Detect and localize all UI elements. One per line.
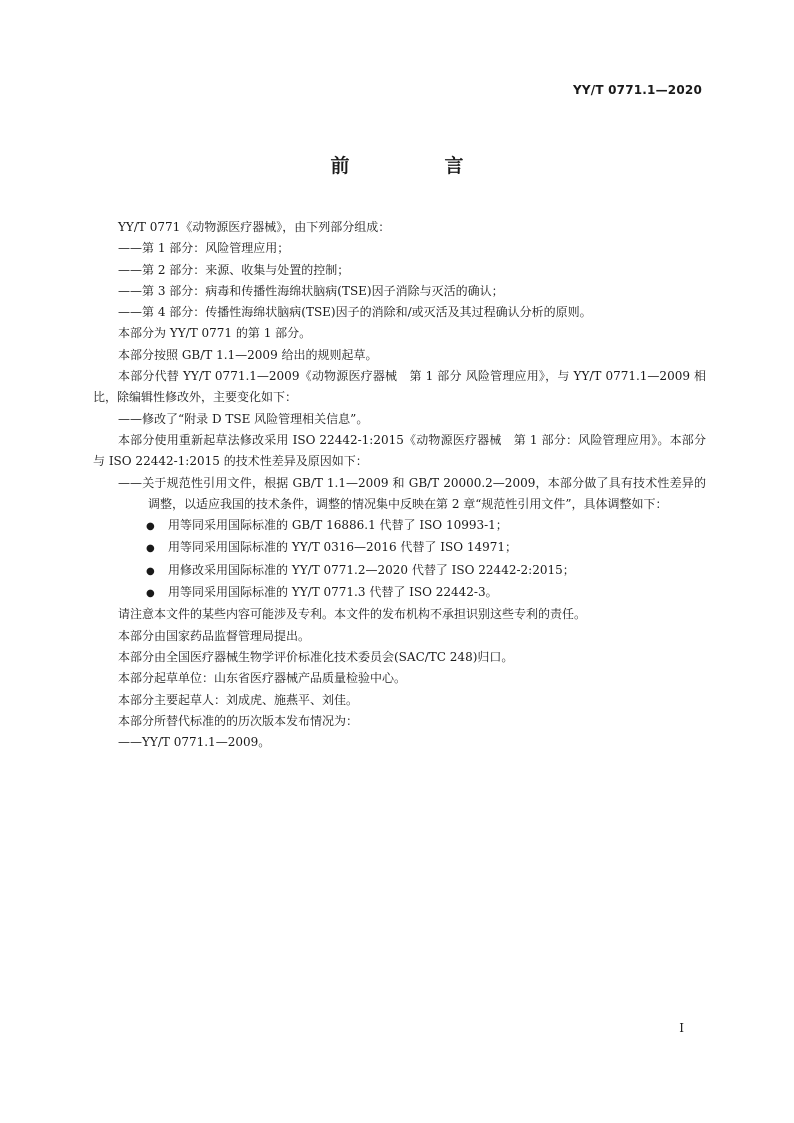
bullet-text: 用修改采用国际标准的 YY/T 0771.2—2020 代替了 ISO 22442-2:2015； — [168, 562, 575, 577]
bullet-icon: ● — [146, 521, 155, 533]
bullet-icon: ● — [146, 565, 155, 577]
bullet-text: 用等同采用国际标准的 YY/T 0771.3 代替了 ISO 22442-3。 — [168, 585, 498, 600]
paragraph-drafters: 本部分主要起草人：刘成虎、施燕平、刘佳。 — [118, 692, 359, 707]
paragraph-parts-intro: YY/T 0771《动物源医疗器械》，由下列部分组成： — [118, 220, 391, 234]
bullet-text: 用等同采用国际标准的 YY/T 0316—2016 代替了 ISO 14971； — [168, 540, 518, 555]
paragraph-centralized-by: 本部分由全国医疗器械生物学评价标准化技术委员会(SAC/TC 248)归口。 — [118, 649, 514, 664]
list-item-part-2: ——第 2 部分：来源、收集与处置的控制； — [118, 262, 350, 277]
paragraph-adoption: 本部分使用重新起草法修改采用 ISO 22442-1:2015《动物源医疗器械 第 1 部分：风险管理应用》。本部分与 ISO 22442-1:2015 的技术性差异及原因如下： — [93, 432, 706, 469]
list-item-part-4: ——第 4 部分：传播性海绵状脑病(TSE)因子的消除和/或灭活及其过程确认分析的原则。 — [118, 305, 592, 320]
list-item-history: ——YY/T 0771.1—2009。 — [118, 735, 271, 750]
list-item — [118, 515, 706, 537]
page-title: 前 言 — [330, 155, 502, 177]
bullet-text: 用等同采用国际标准的 GB/T 16886.1 代替了 ISO 10993-1； — [168, 518, 508, 533]
paragraph-patent-notice: 请注意本文件的某些内容可能涉及专利。本文件的发布机构不承担识别这些专利的责任。 — [118, 607, 587, 622]
paragraph-history-intro: 本部分所替代标准的的历次版本发布情况为： — [118, 713, 359, 728]
bullet-icon: ● — [146, 588, 155, 600]
list-item-part-3: ——第 3 部分：病毒和传播性海绵状脑病(TSE)因子消除与灭活的确认； — [118, 283, 504, 298]
list-item-change: ——修改了“附录 D TSE 风险管理相关信息”。 — [118, 411, 369, 426]
paragraph-part-statement: 本部分为 YY/T 0771 的第 1 部分。 — [118, 326, 312, 341]
standard-number: YY/T 0771.1—2020 — [572, 83, 702, 97]
page-number: I — [679, 1021, 684, 1035]
bullet-icon: ● — [146, 543, 155, 555]
list-item — [118, 537, 706, 559]
bullet-list — [118, 515, 706, 604]
list-item — [118, 582, 706, 604]
list-item-normative-references: ——关于规范性引用文件，根据 GB/T 1.1—2009 和 GB/T 20000.2—2009，本部分做了具有技术性差异的调整，以适应我国的技术条件，调整的情况集中反映在第 2 章“规范性引用文件”，具体调整如下： — [118, 475, 706, 511]
paragraph-replacement: 本部分代替 YY/T 0771.1—2009《动物源医疗器械 第 1 部分 风险管理应用》，与 YY/T 0771.1—2009 相比，除编辑性修改外，主要变化如下： — [93, 369, 706, 405]
paragraph-drafting-rules: 本部分按照 GB/T 1.1—2009 给出的规则起草。 — [118, 347, 378, 362]
list-item-part-1: ——第 1 部分：风险管理应用； — [118, 241, 290, 256]
list-item — [118, 560, 706, 582]
paragraph-drafting-unit: 本部分起草单位：山东省医疗器械产品质量检验中心。 — [118, 671, 407, 686]
foreword-body — [93, 217, 706, 753]
paragraph-proposed-by: 本部分由国家药品监督管理局提出。 — [118, 628, 311, 643]
